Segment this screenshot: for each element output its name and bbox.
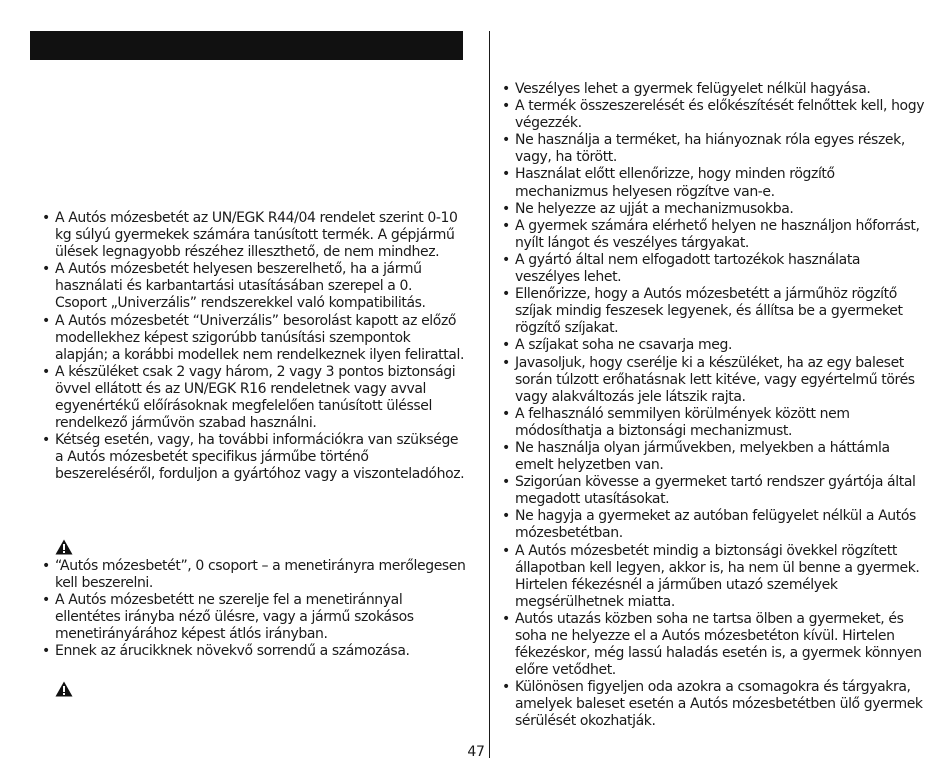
warning-icon [55,539,73,555]
list-item: • Ne használja olyan járművekben, melyekben a háttámla emelt helyzetben van. [502,439,890,474]
list-item: • A Autós mózesbetét “Univerzális” besorolást kapott az előző modellekhez képest szigorúbb tanúsítási szempontok alapján; a korábbi modellek nem rendelkeznek ilyen felirattal. [42,312,465,363]
list-item: • A készüléket csak 2 vagy három, 2 vagy 3 pontos biztonsági övvel ellátott és az UN/EGK R16 rendeletnek vagy avval egyenértékű előírásoknak megfelelően tanúsított üléssel rendelkező járművön szabad használni. [42,363,456,432]
list-item: • A szíjakat soha ne csavarja meg. [502,337,733,354]
page-number: 47 [467,744,485,760]
list-item: • A gyártó által nem elfogadott tartozékok használata veszélyes lehet. [502,251,861,286]
list-item: • “Autós mózesbetét”, 0 csoport – a menetirányra merőlegesen kell beszerelni. [42,558,466,592]
list-item: • A Autós mózesbetétt ne szerelje fel a menetiránnyal ellentétes irányba néző ülésre, vagy a jármű szokásos menetirányárához képest átlós irányban. [42,592,414,643]
warning-icon [55,681,73,697]
list-item: • Szigorúan kövesse a gyermeket tartó rendszer gyártója által megadott utasításokat. [502,474,916,508]
list-item: • Veszélyes lehet a gyermek felügyelet nélkül hagyása. [502,81,871,97]
list-item: • A termék összeszerelését és előkészítését felnőttek kell, hogy végezzék. [502,98,925,132]
left-column-section-1 [42,210,467,484]
list-item: • A Autós mózesbetét helyesen beszerelhető, ha a jármű használati és karbantartási utasításában szerepel a 0. Csoport „Univerzális” rendszerekkel való kompatibilitás. [42,261,426,312]
list-item: • A Autós mózesbetét mindig a biztonsági övekkel rögzített állapotban kell legyen, akkor is, ha nem ül benne a gyermek. Hirtelen fékezésnél a járműben utazó személyek megsérülhetnek miatta. [502,542,920,610]
list-item: • Használat előtt ellenőrizze, hogy minden rögzítő mechanizmus helyesen rögzítve van-e. [502,166,835,200]
list-item: • A Autós mózesbetét az UN/EGK R44/04 rendelet szerint 0-10 kg súlyú gyermekek számára tanúsított termék. A gépjármű ülések legnagyobb részéhez illeszthető, de nem mindhez. [42,210,458,261]
header-bar [30,31,463,60]
left-column-section-2 [42,558,467,661]
list-item: • Ennek az árucikknek növekvő sorrendű a számozása. [42,643,410,660]
list-item: • Kétség esetén, vagy, ha további információkra van szüksége a Autós mózesbetét specifikus járműbe történő beszereléséről, forduljon a gyártóhoz vagy a viszonteladóhoz. [42,432,465,483]
list-item: • A felhasználó semmilyen körülmények között nem módosíthatja a biztonsági mechanizmust. [502,405,850,439]
list-item: • Ellenőrizze, hogy a Autós mózesbetétt a járműhöz rögzítő szíjak mindig feszesek legyenek, és állítsa be a gyermeket rögzítő szíjakat. [502,286,903,337]
list-item: • Javasoljuk, hogy cserélje ki a készüléket, ha az egy baleset során túlzott erőhatásnak lett kitéve, vagy egyértelmű törés vagy alakváltozás jele látszik rajta. [502,354,915,405]
right-column [502,81,927,731]
list-item: • Ne használja a terméket, ha hiányoznak róla egyes részek, vagy, ha törött. [502,132,905,166]
list-item: • Autós utazás közben soha ne tartsa ölben a gyermeket, és soha ne helyezze el a Autós mózesbetéton kívül. Hirtelen fékezéskor, még lassú haladás esetén is, a gyermek könnyen előre vetődhet. [502,610,922,679]
list-item: • Ne hagyja a gyermeket az autóban felügyelet nélkül a Autós mózesbetétban. [502,508,916,542]
list-item: • A gyermek számára elérhető helyen ne használjon hőforrást, nyílt lángot és veszélyes tárgyakat. [502,217,920,251]
column-divider [489,31,490,758]
list-item: • Különösen figyeljen oda azokra a csomagokra és tárgyakra, amelyek baleset esetén a Autós mózesbetétben ülő gyermek sérülését okozhatják. [502,679,923,730]
list-item: • Ne helyezze az ujját a mechanizmusokba. [502,200,794,217]
